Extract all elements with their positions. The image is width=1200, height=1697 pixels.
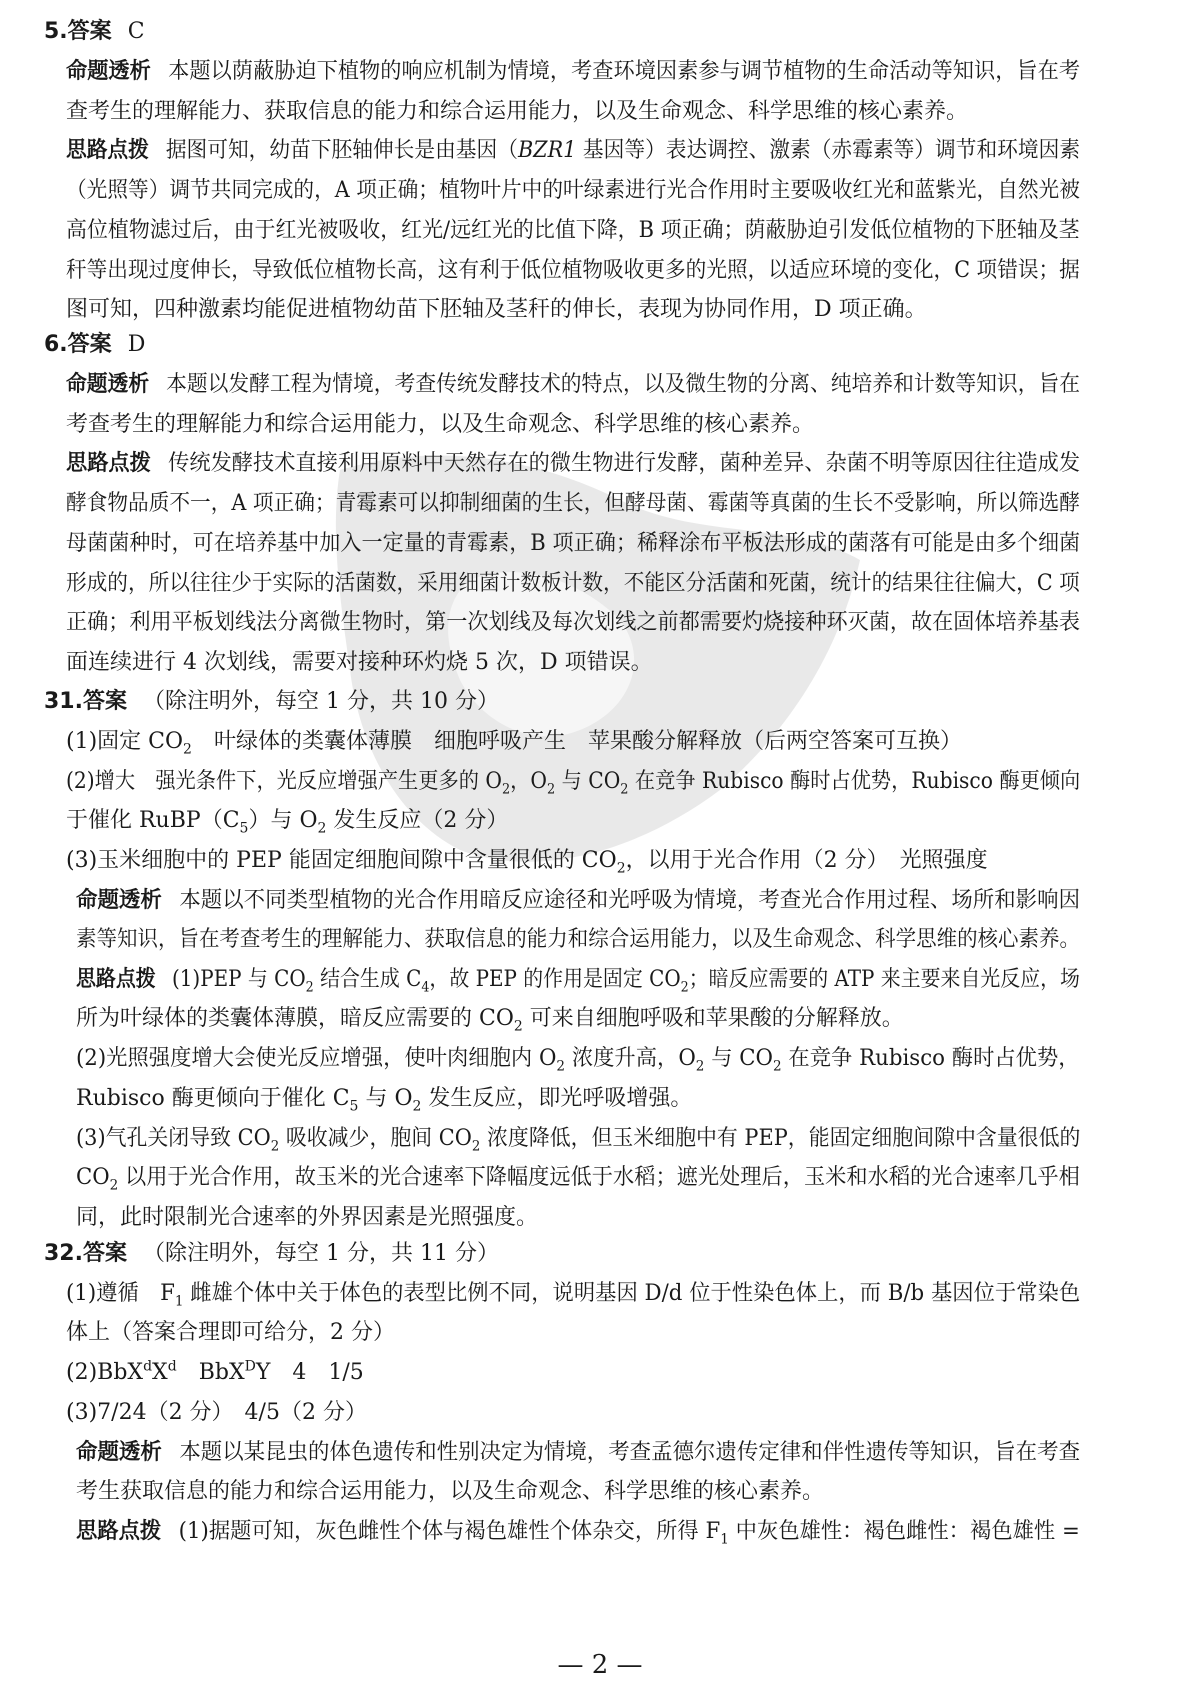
q32-answer-2: $(2)BbX^dX^d$ BbX$^D$Y 4 1/5 — [66, 1358, 364, 1385]
q32-answer-1-cont: 体上（答案合理即可给分，2 分） — [66, 1320, 395, 1345]
q5-answer-line — [44, 17, 145, 47]
q32-intent-line-2: 考生获取信息的能力和综合运用能力，以及生命观念、科学思维的核心素养。 — [76, 1479, 825, 1504]
q32-analysis-line-1: 思路点拨 (1)据题可知，灰色雌性个体与褐色雄性个体杂交，所得 $F_1$ 中灰色雄性：褐色雌性：褐色雄性 = — [76, 1519, 1080, 1548]
q5-intent-text-1: 本题以荫蔽胁迫下植物的响应机制为情境，考查环境因素参与调节植物的生命活动等知识，旨在考 — [168, 59, 1081, 84]
q6-analysis-line-6: 面连续进行 4 次划线，需要对接种环灼烧 5 次，D 项错误。 — [66, 650, 653, 675]
q32-answer-line — [44, 1239, 499, 1269]
q31-analysis-line-1: 思路点拨 (1)PEP 与 $CO_2$ 结合生成 $C_4$，故 PEP 的作用是固定 $CO_2$；暗反应需要的 ATP 来主要来自光反应，场 — [76, 967, 1080, 996]
q6-answer-value: D — [127, 332, 146, 357]
q32-analysis-label: 思路点拨 — [76, 1519, 162, 1544]
q6-answer-line — [44, 330, 145, 360]
q6-analysis-line-3: 母菌菌种时，可在培养基中加入一定量的青霉素，B 项正确；稀释涂布平板法形成的菌落有可能是由多个细菌 — [66, 531, 1081, 556]
q31-intent-line-1 — [76, 886, 1081, 916]
q6-analysis-label: 思路点拨 — [66, 451, 151, 476]
q6-intent-line-2: 考查考生的理解能力和综合运用能力，以及生命观念、科学思维的核心素养。 — [66, 412, 815, 437]
q6-analysis-text-1: 传统发酵技术直接利用原料中天然存在的微生物进行发酵，菌种差异、杂菌不明等原因往往造成发 — [168, 451, 1081, 476]
q5-analysis-text-1a: 据图可知，幼苗下胚轴伸长是由基因（ — [165, 138, 518, 163]
q5-answer-value: C — [127, 19, 145, 44]
q5-gene-name: BZR1 — [517, 138, 577, 163]
q6-intent-label: 命题透析 — [66, 372, 150, 397]
q31-answer-line — [44, 687, 499, 717]
q5-analysis-line-2: （光照等）调节共同完成的，A 项正确；植物叶片中的叶绿素进行光合作用时主要吸收红光和蓝紫光，自然光被 — [66, 178, 1080, 203]
q31-analysis-line-6: $CO_2$ 以用于光合作用，故玉米的光合速率下降幅度远低于水稻；遮光处理后，玉米和水稻的光合速率几乎相 — [76, 1165, 1080, 1194]
q31-number: 31. — [44, 689, 83, 714]
page-number: — 2 — — [557, 1650, 643, 1680]
q32-answer-label: 答案 — [82, 1241, 127, 1266]
q31-answer-2-cont: 于催化 $RuBP(C_5)$与 $O_2$ 发生反应（2 分） — [66, 808, 509, 837]
q32-number: 32. — [44, 1241, 83, 1266]
q5-answer-label: 答案 — [67, 19, 112, 44]
q6-number: 6. — [44, 332, 68, 357]
q31-answer-3: (3)玉米细胞中的 PEP 能固定细胞间隙中含量很低的 $CO_2$，以用于光合作用（2 分） 光照强度 — [66, 848, 988, 877]
q31-intent-line-2: 素等知识，旨在考查考生的理解能力、获取信息的能力和综合运用能力，以及生命观念、科学思维的核心素养。 — [76, 927, 1081, 952]
q6-analysis-line-5: 正确；利用平板划线法分离微生物时，第一次划线及每次划线之前都需要灼烧接种环灭菌，故在固体培养基表 — [66, 610, 1081, 635]
q32-intent-text-1: 本题以某昆虫的体色遗传和性别决定为情境，考查孟德尔遗传定律和伴性遗传等知识，旨在考查 — [179, 1440, 1081, 1465]
q5-analysis-line-5: 图可知，四种激素均能促进植物幼苗下胚轴及茎秆的伸长，表现为协同作用，D 项正确。 — [66, 297, 927, 322]
q5-analysis-line-3: 高位植物滤过后，由于红光被吸收，红光/远红光的比值下降，B 项正确；荫蔽胁迫引发低位植物的下胚轴及茎 — [66, 218, 1080, 243]
q31-answer-label: 答案 — [82, 689, 127, 714]
q31-analysis-line-3: (2)光照强度增大会使光反应增强，使叶肉细胞内 $O_2$ 浓度升高，$O_2$ 与 $CO_2$ 在竞争 Rubisco 酶时占优势， — [76, 1046, 1080, 1075]
q5-intent-line-2: 查考生的理解能力、获取信息的能力和综合运用能力，以及生命观念、科学思维的核心素养。 — [66, 99, 969, 124]
q5-analysis-line-1 — [66, 136, 1081, 166]
q31-intent-text-1: 本题以不同类型植物的光合作用暗反应途径和光呼吸为情境，考查光合作用过程、场所和影响因 — [179, 888, 1081, 913]
q31-intent-label: 命题透析 — [76, 888, 162, 913]
q5-analysis-label: 思路点拨 — [66, 138, 149, 163]
q5-intent-line-1 — [66, 57, 1081, 87]
q31-analysis-line-2: 所为叶绿体的类囊体薄膜，暗反应需要的 $CO_2$ 可来自细胞呼吸和苹果酸的分解释放。 — [76, 1006, 904, 1035]
q31-analysis-line-5: (3)气孔关闭导致 $CO_2$ 吸收减少，胞间 $CO_2$ 浓度降低，但玉米细胞中有 PEP，能固定细胞间隙中含量很低的 — [76, 1126, 1081, 1155]
q31-answer-2: (2)增大 强光条件下，光反应增强产生更多的 $O_2$，$O_2$ 与 $CO_2$ 在竞争 Rubisco 酶时占优势，Rubisco 酶更倾向 — [66, 769, 1081, 798]
q6-answer-label: 答案 — [67, 332, 112, 357]
q6-analysis-line-4: 形成的，所以往往少于实际的活菌数，采用细菌计数板计数，不能区分活菌和死菌，统计的结果往往偏大，C 项 — [66, 571, 1080, 596]
q6-analysis-line-2: 酵食物品质不一，A 项正确；青霉素可以抑制细菌的生长，但酵母菌、霉菌等真菌的生长不受影响，所以筛选酵 — [66, 491, 1080, 516]
q31-analysis-line-7: 同，此时限制光合速率的外界因素是光照强度。 — [76, 1205, 539, 1230]
q31-analysis-label: 思路点拨 — [76, 967, 156, 992]
q32-answer-1: (1)遵循 $F_1$ 雌雄个体中关于体色的表型比例不同，说明基因 D/d 位于性染色体上，而 B/b 基因位于常染色 — [66, 1281, 1081, 1310]
q32-intent-line-1 — [76, 1438, 1081, 1468]
q32-answer-3: (3)7/24（2 分） 4/5（2 分） — [66, 1400, 367, 1425]
q5-intent-label: 命题透析 — [66, 59, 151, 84]
q5-analysis-text-1b: 基因等）表达调控、激素（赤霉素等）调节和环境因素 — [576, 138, 1081, 163]
q5-number: 5. — [44, 19, 68, 44]
q31-analysis-line-4: Rubisco 酶更倾向于催化 $C_5$ 与 $O_2$ 发生反应，即光呼吸增强。 — [76, 1086, 693, 1115]
q31-answer-1: (1)固定 $CO_2$ 叶绿体的类囊体薄膜 细胞呼吸产生 苹果酸分解释放（后两空答案可互换） — [66, 729, 962, 758]
q32-intent-label: 命题透析 — [76, 1440, 162, 1465]
q6-intent-line-1 — [66, 370, 1081, 400]
q6-intent-text-1: 本题以发酵工程为情境，考查传统发酵技术的特点，以及微生物的分离、纯培养和计数等知识，旨在 — [166, 372, 1081, 397]
q5-analysis-line-4: 秆等出现过度伸长，导致低位植物长高，这有利于低位植物吸收更多的光照，以适应环境的变化，C 项错误；据 — [66, 258, 1080, 283]
q6-analysis-line-1 — [66, 449, 1081, 479]
q31-score-note: （除注明外，每空 1 分，共 10 分） — [143, 689, 499, 714]
q32-score-note: （除注明外，每空 1 分，共 11 分） — [143, 1241, 499, 1266]
